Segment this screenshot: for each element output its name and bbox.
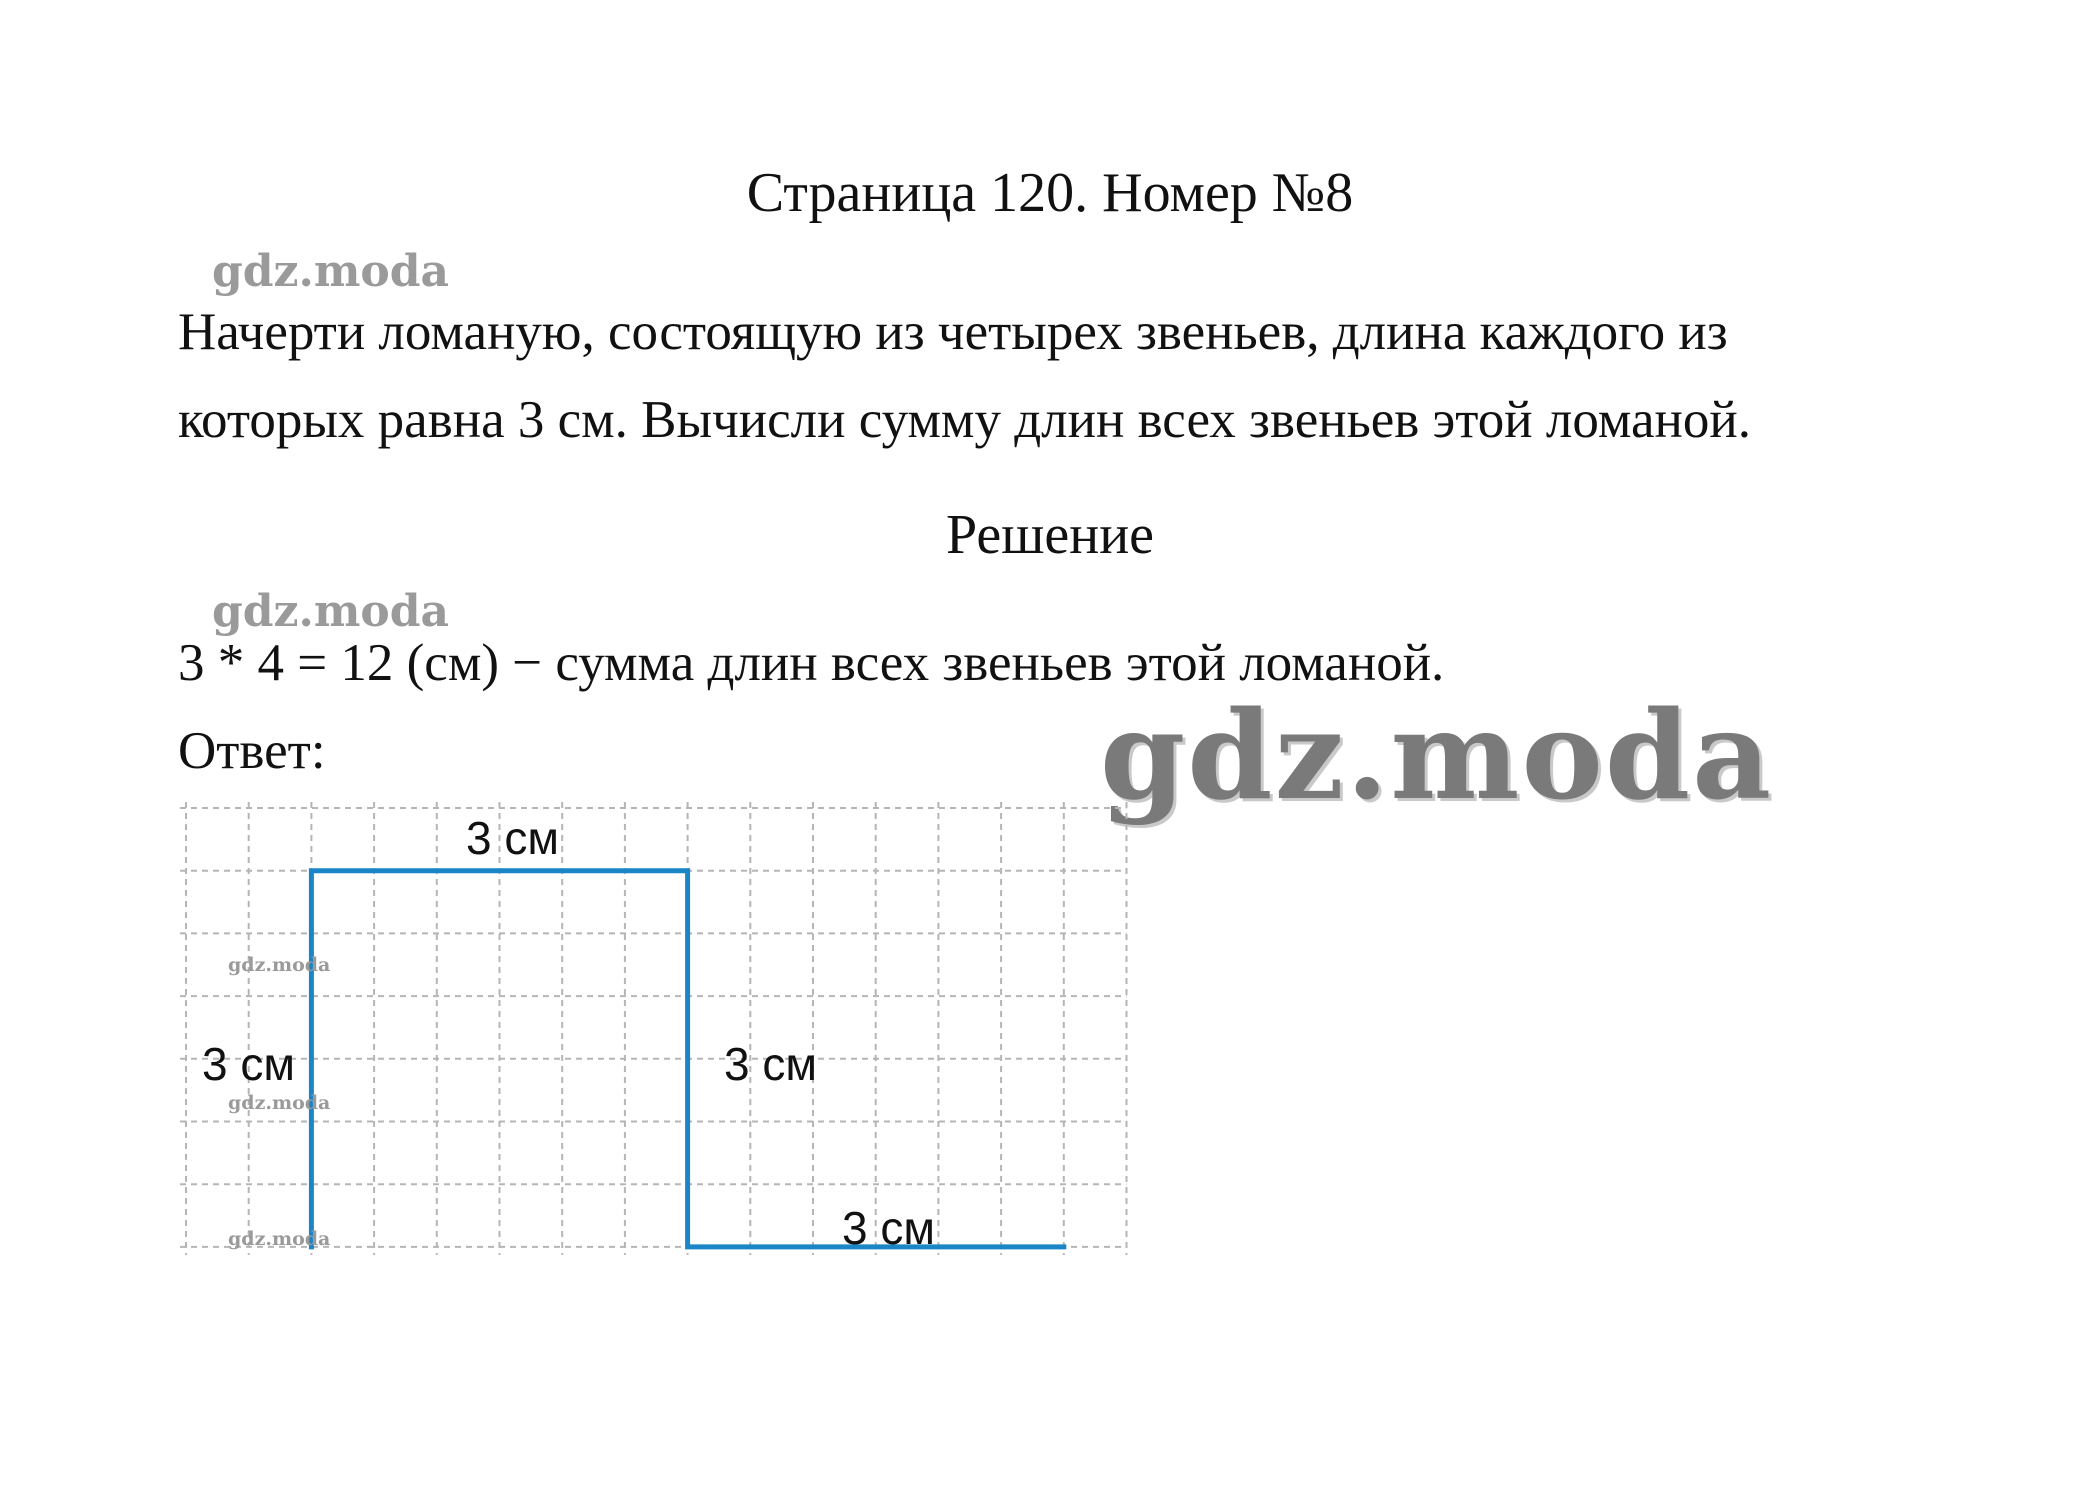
segment-label-bottom: 3 см — [842, 1202, 935, 1254]
page-title: Страница 120. Номер №8 — [746, 162, 1354, 224]
segment-label-top: 3 см — [466, 812, 559, 864]
segment-label-middle: 3 см — [724, 1038, 817, 1090]
watermark-logo-large: gdz.moda — [1100, 683, 1774, 827]
watermark-logo: gdz.moda — [212, 246, 450, 297]
task-line-2: которых равна 3 см. Вычисли сумму длин всех звеньев этой ломаной. — [178, 391, 1751, 449]
task-line-1: Начерти ломаную, состоящую из четырех звеньев, длина каждого из — [178, 303, 1728, 361]
calculation-line: 3 * 4 = 12 (см) − сумма длин всех звеньев этой ломаной. — [178, 634, 1445, 692]
watermark-logo-small: gdz.moda — [228, 1228, 331, 1250]
segment-label-left: 3 см — [202, 1038, 295, 1090]
answer-label: Ответ: — [178, 722, 326, 780]
watermark-logo: gdz.moda — [212, 586, 450, 637]
watermark-logo-small: gdz.moda — [228, 954, 331, 976]
watermark-logo-small: gdz.moda — [228, 1092, 331, 1114]
solution-heading: Решение — [945, 504, 1155, 566]
